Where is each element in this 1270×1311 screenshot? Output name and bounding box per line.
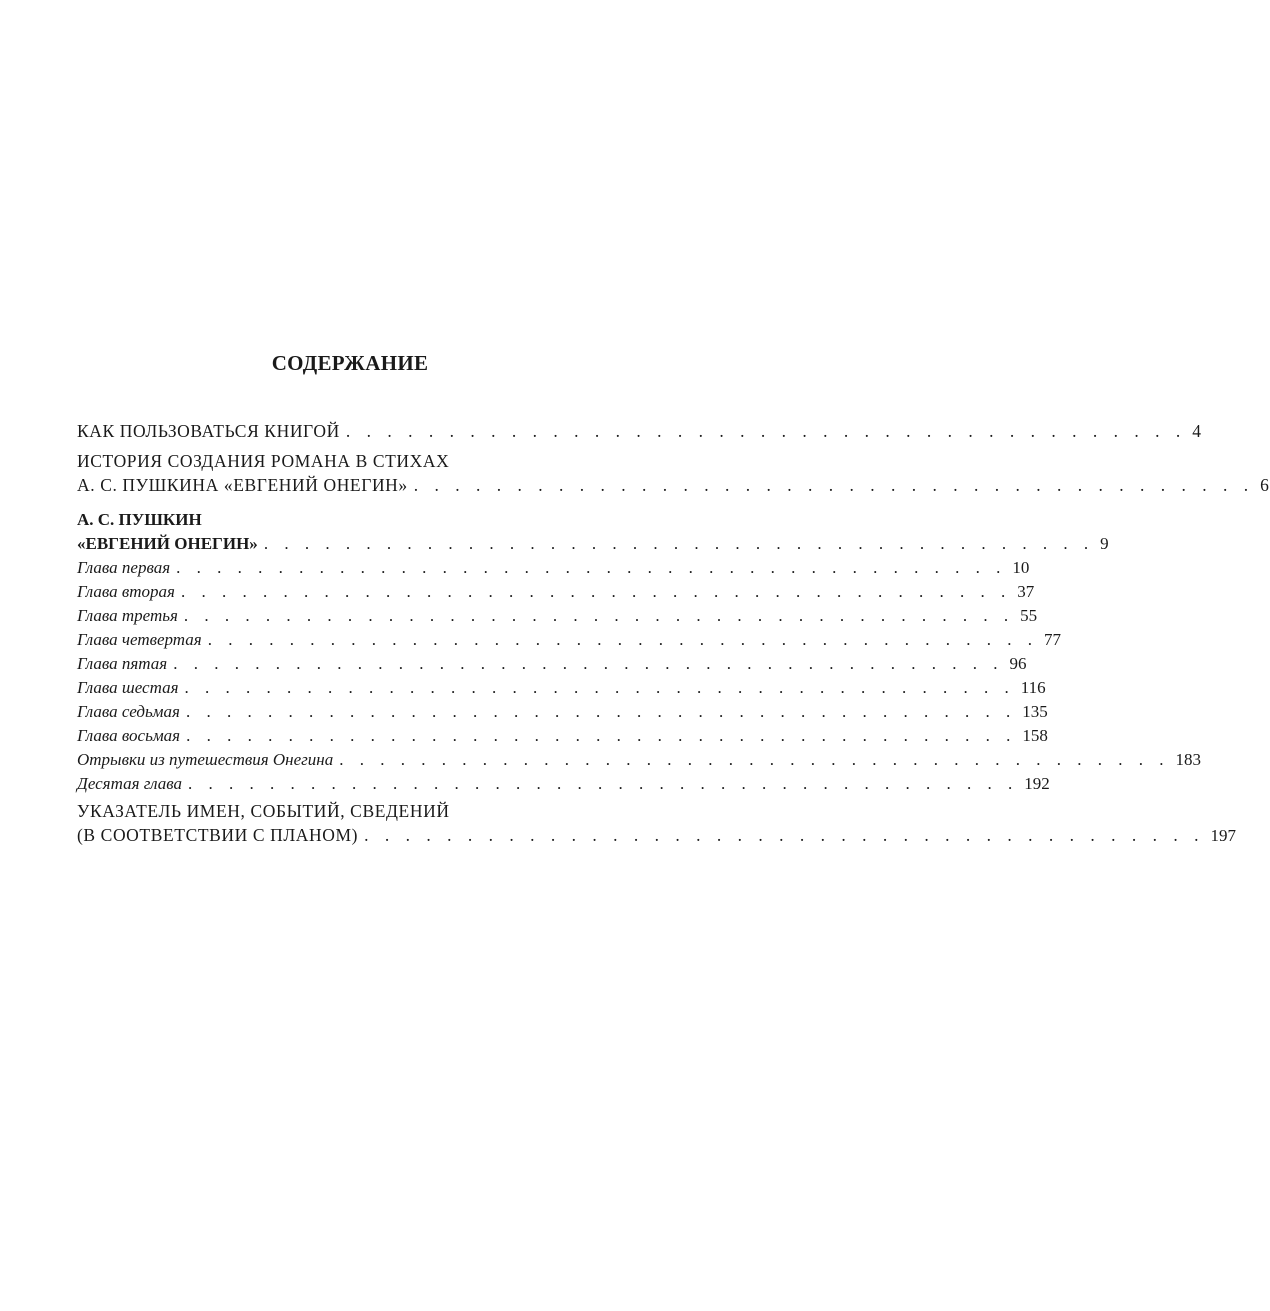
dot-leader: . . . . . . . . . . . . . . . . . . . . . . . . . . . . . . . . . . . . . . . . . <box>339 750 1170 769</box>
toc-chapter-label: Глава первая <box>77 558 171 577</box>
toc-entry-history-line1 <box>77 448 597 472</box>
dot-leader: . . . . . . . . . . . . . . . . . . . . . . . . . . . . . . . . . . . . . . . . . <box>413 475 1255 495</box>
dot-leader: . . . . . . . . . . . . . . . . . . . . . . . . . . . . . . . . . . . . . . . . . <box>364 825 1205 845</box>
toc-page-number: 10 <box>1012 558 1030 577</box>
dot-leader: . . . . . . . . . . . . . . . . . . . . . . . . . . . . . . . . . . . . . . . . . <box>184 678 1015 697</box>
toc-entry-label: «ЕВГЕНИЙ ОНЕГИН» <box>77 534 258 553</box>
table-of-contents <box>77 418 1270 846</box>
toc-entry-label: А. С. ПУШКИНА «ЕВГЕНИЙ ОНЕГИН» <box>77 475 408 495</box>
toc-chapter-row <box>77 674 1046 698</box>
dot-leader: . . . . . . . . . . . . . . . . . . . . . . . . . . . . . . . . . . . . . . . . . <box>176 558 1007 577</box>
toc-page-number: 96 <box>1009 654 1027 673</box>
toc-chapter-row <box>77 602 1038 626</box>
dot-leader: . . . . . . . . . . . . . . . . . . . . . . . . . . . . . . . . . . . . . . . . . <box>263 534 1095 553</box>
toc-chapter-label: Отрывки из путешествия Онегина <box>77 750 334 769</box>
toc-page-number: 197 <box>1210 826 1236 845</box>
toc-page-number: 77 <box>1043 630 1061 649</box>
toc-chapter-label: Десятая глава <box>77 774 183 793</box>
toc-page-number: 4 <box>1192 421 1202 441</box>
toc-page-number: 9 <box>1100 534 1109 553</box>
dot-leader: . . . . . . . . . . . . . . . . . . . . . . . . . . . . . . . . . . . . . . . . . <box>185 702 1017 721</box>
toc-entry-label: А. С. ПУШКИН <box>77 510 202 529</box>
toc-entry-index-line2 <box>77 822 1236 846</box>
toc-chapter-label: Глава четвертая <box>77 630 202 649</box>
toc-chapter-label: Глава восьмая <box>77 726 181 745</box>
toc-chapter-label: Глава седьмая <box>77 702 180 721</box>
toc-entry-label: УКАЗАТЕЛЬ ИМЕН, СОБЫТИЙ, СВЕДЕНИЙ <box>77 801 450 821</box>
dot-leader: . . . . . . . . . . . . . . . . . . . . . . . . . . . . . . . . . . . . . . . . . <box>345 421 1187 441</box>
toc-page-number: 6 <box>1260 475 1270 495</box>
dot-leader: . . . . . . . . . . . . . . . . . . . . . . . . . . . . . . . . . . . . . . . . . <box>188 774 1019 793</box>
toc-entry-index-line1 <box>77 798 597 822</box>
toc-entry-novel-line2 <box>77 530 1109 554</box>
toc-entry-how-to-use <box>77 418 1202 442</box>
toc-page-number: 158 <box>1022 726 1048 745</box>
toc-chapter-label: Глава пятая <box>77 654 168 673</box>
toc-chapter-row <box>77 650 1027 674</box>
toc-entry-label: (В СООТВЕТСТВИИ С ПЛАНОМ) <box>77 825 359 845</box>
toc-entry-label: ИСТОРИЯ СОЗДАНИЯ РОМАНА В СТИХАХ <box>77 451 450 471</box>
dot-leader: . . . . . . . . . . . . . . . . . . . . . . . . . . . . . . . . . . . . . . . . . <box>207 630 1038 649</box>
toc-chapter-row <box>77 626 1061 650</box>
dot-leader: . . . . . . . . . . . . . . . . . . . . . . . . . . . . . . . . . . . . . . . . . <box>180 582 1012 601</box>
dot-leader: . . . . . . . . . . . . . . . . . . . . . . . . . . . . . . . . . . . . . . . . . <box>186 726 1017 745</box>
toc-page-number: 192 <box>1024 774 1050 793</box>
toc-chapter-row <box>77 746 1201 770</box>
toc-chapter-label: Глава третья <box>77 606 178 625</box>
toc-chapter-row <box>77 578 1035 602</box>
toc-chapter-row <box>77 770 1050 794</box>
toc-page-number: 116 <box>1020 678 1046 697</box>
toc-chapter-label: Глава шестая <box>77 678 179 697</box>
toc-chapter-row <box>77 698 1048 722</box>
toc-page-number: 135 <box>1022 702 1048 721</box>
toc-page-number: 55 <box>1020 606 1038 625</box>
toc-entry-history-line2 <box>77 472 1270 496</box>
toc-page-number: 183 <box>1175 750 1201 769</box>
toc-entry-label: КАК ПОЛЬЗОВАТЬСЯ КНИГОЙ <box>77 421 340 441</box>
toc-chapter-label: Глава вторая <box>77 582 175 601</box>
page-title: СОДЕРЖАНИЕ <box>271 351 429 375</box>
toc-page-number: 37 <box>1017 582 1035 601</box>
toc-chapter-row <box>77 554 1030 578</box>
toc-entry-novel-line1 <box>77 506 597 530</box>
dot-leader: . . . . . . . . . . . . . . . . . . . . . . . . . . . . . . . . . . . . . . . . . <box>173 654 1004 673</box>
dot-leader: . . . . . . . . . . . . . . . . . . . . . . . . . . . . . . . . . . . . . . . . . <box>183 606 1015 625</box>
toc-chapter-row <box>77 722 1048 746</box>
